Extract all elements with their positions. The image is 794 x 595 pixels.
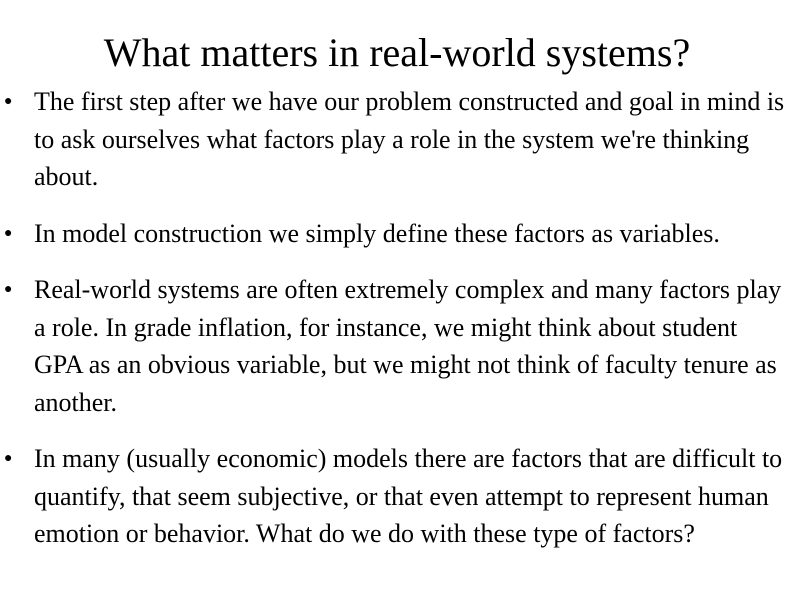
bullet-text-1: The first step after we have our problem constructed and goal in mind is to ask ourselves what factors play a role in the system we're thinking about. bbox=[34, 87, 785, 191]
slide-title: What matters in real-world systems? bbox=[103, 30, 691, 75]
bullet-dot-icon: ● bbox=[4, 225, 13, 241]
bullet-text-3: Real-world systems are often extremely complex and many factors play a role. In grade inflation, for instance, we might think about student GPA as an obvious variable, but we might not think of faculty tenure as another. bbox=[34, 275, 782, 417]
bullet-dot-icon: ● bbox=[4, 282, 13, 297]
bullet-dot-icon: ● bbox=[4, 451, 13, 466]
bullet-item-4 bbox=[0, 440, 794, 553]
bullet-text-2: In model construction we simply define these factors as variables. bbox=[34, 218, 720, 248]
bullet-list bbox=[0, 83, 794, 572]
bullet-dot-icon: ● bbox=[4, 94, 13, 109]
bullet-text-4: In many (usually economic) models there are factors that are difficult to quantify, that seem subjective, or that even attempt to represent human emotion or behavior. What do we do with these type of factors? bbox=[34, 444, 783, 548]
bullet-item-1 bbox=[0, 83, 794, 196]
bullet-item-2 bbox=[0, 215, 794, 253]
bullet-item-3 bbox=[0, 271, 794, 421]
